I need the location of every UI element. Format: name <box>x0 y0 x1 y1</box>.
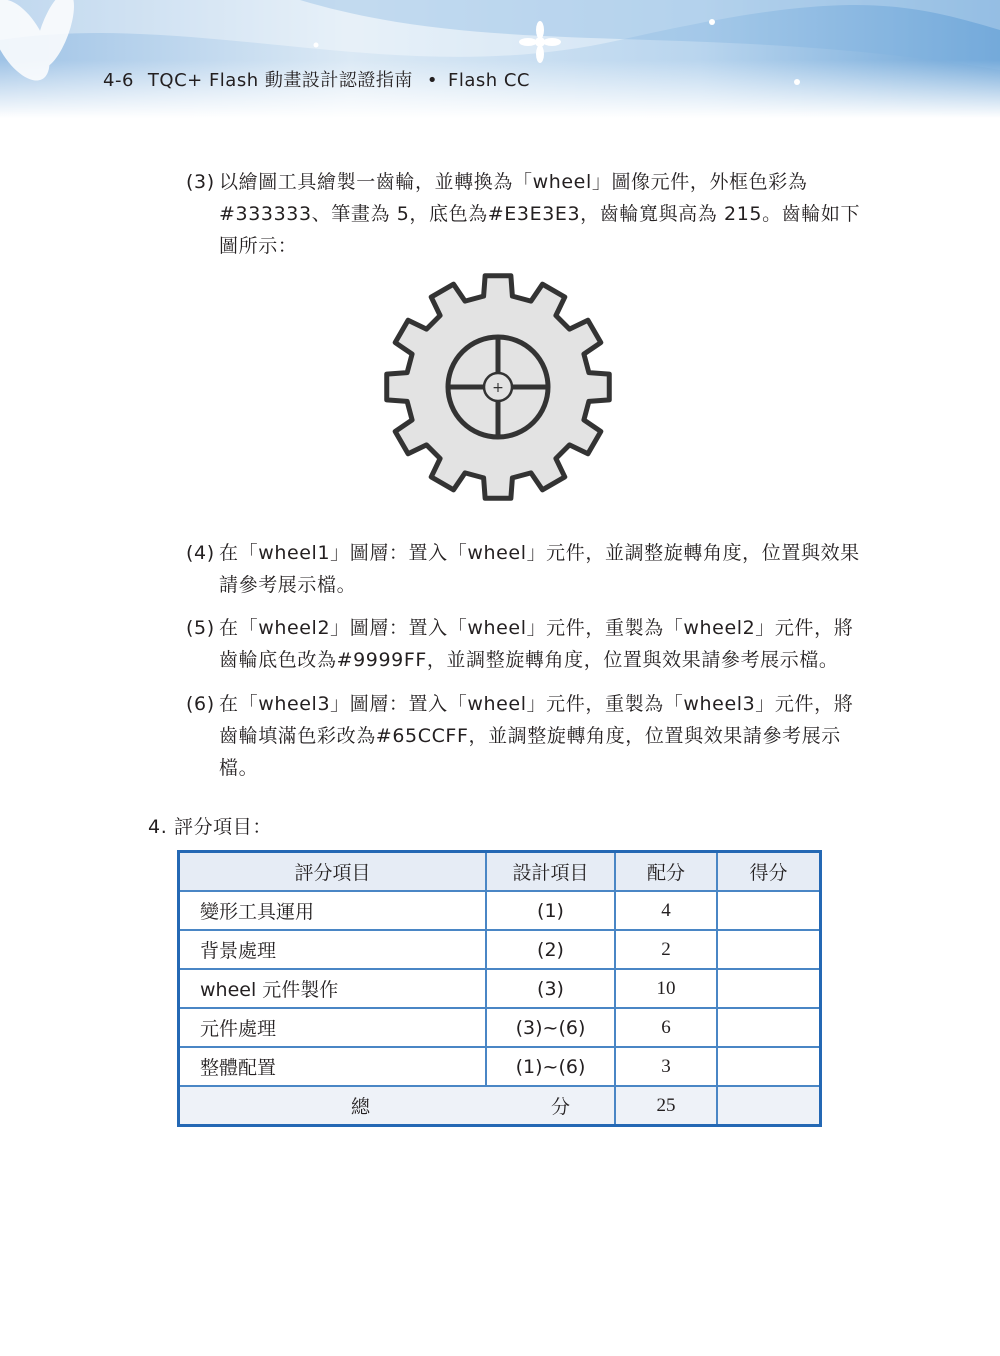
step-6 <box>186 688 866 784</box>
gear-icon <box>381 270 615 504</box>
header-score: 得分 <box>717 852 821 892</box>
step-number: (3) <box>186 171 215 193</box>
step-text: 以繪圖工具繪製一齒輪，並轉換為「wheel」圖像元件，外框色彩為#333333、筆畫為 5，底色為#E3E3E3，齒輪寬與高為 215。齒輪如下圖所示： <box>219 171 861 257</box>
score-table <box>177 850 822 1127</box>
total-label-a: 總 <box>350 1096 370 1118</box>
row-score[interactable] <box>717 1047 821 1086</box>
row-item: 變形工具運用 <box>179 891 487 930</box>
row-item: 元件處理 <box>179 1008 487 1047</box>
step-5 <box>186 612 866 676</box>
table-row <box>179 969 821 1008</box>
row-points: 4 <box>615 891 717 930</box>
header-design: 設計項目 <box>486 852 615 892</box>
row-item: 背景處理 <box>179 930 487 969</box>
row-item: wheel 元件製作 <box>179 969 487 1008</box>
table-row <box>179 891 821 930</box>
total-score[interactable] <box>717 1086 821 1126</box>
row-score[interactable] <box>717 891 821 930</box>
step-number: (4) <box>186 542 215 564</box>
row-points: 10 <box>615 969 717 1008</box>
row-score[interactable] <box>717 930 821 969</box>
row-design: (1)~(6) <box>486 1047 615 1086</box>
book-title: TQC+ Flash 動畫設計認證指南 <box>147 70 413 91</box>
row-points: 3 <box>615 1047 717 1086</box>
total-points: 25 <box>615 1086 717 1126</box>
step-text: 在「wheel1」圖層：置入「wheel」元件，並調整旋轉角度，位置與效果請參考展示檔。 <box>219 542 860 596</box>
book-subtitle: Flash CC <box>447 70 530 91</box>
total-label-b: 分 <box>550 1096 570 1118</box>
gear-illustration <box>381 270 615 504</box>
row-design: (3) <box>486 969 615 1008</box>
total-label <box>179 1086 616 1126</box>
section-title: 4. 評分項目： <box>148 816 272 838</box>
row-points: 6 <box>615 1008 717 1047</box>
step-text: 在「wheel3」圖層：置入「wheel」元件，重製為「wheel3」元件，將齒輪填滿色彩改為#65CCFF，並調整旋轉角度，位置與效果請參考展示檔。 <box>219 693 854 779</box>
running-header <box>103 66 544 92</box>
table-row <box>179 930 821 969</box>
page-number: 4-6 <box>103 70 134 91</box>
step-4 <box>186 537 866 601</box>
row-points: 2 <box>615 930 717 969</box>
row-score[interactable] <box>717 1008 821 1047</box>
header-points: 配分 <box>615 852 717 892</box>
header-bullet: • <box>426 70 438 91</box>
step-text: 在「wheel2」圖層：置入「wheel」元件，重製為「wheel2」元件，將齒輪底色改為#9999FF，並調整旋轉角度，位置與效果請參考展示檔。 <box>219 617 854 671</box>
center-mark: + <box>492 380 504 396</box>
row-item: 整體配置 <box>179 1047 487 1086</box>
page-header-band <box>0 0 1000 118</box>
row-score[interactable] <box>717 969 821 1008</box>
step-number: (5) <box>186 617 215 639</box>
table-row <box>179 1008 821 1047</box>
header-item: 評分項目 <box>179 852 487 892</box>
step-number: (6) <box>186 693 215 715</box>
header-decoration <box>0 0 1000 118</box>
row-design: (1) <box>486 891 615 930</box>
step-3 <box>186 166 866 262</box>
table-header-row <box>179 852 821 892</box>
table-row <box>179 1047 821 1086</box>
row-design: (2) <box>486 930 615 969</box>
table-total-row <box>179 1086 821 1126</box>
row-design: (3)~(6) <box>486 1008 615 1047</box>
